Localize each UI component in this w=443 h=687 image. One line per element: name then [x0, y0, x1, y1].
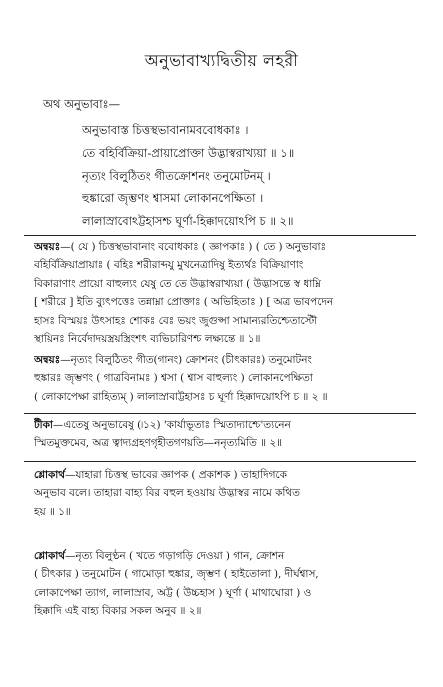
- section-heading: অথ অনুভাবাঃ—: [43, 97, 121, 111]
- anvaya-text: [ শরীরে ] ইতি ব্যুৎপত্তেঃ তন্নাম্না প্রোক্তাঃ ( অভিহিতাঃ ) [ অত্র ভাবপদেন: [34, 296, 334, 309]
- shlokartha-text: —নৃত্য বিলুণ্ঠন ( খতে গড়াগড়ি দেওয়া ) গান, ক্রোশন: [65, 550, 285, 562]
- section-divider: [24, 235, 416, 236]
- anvaya-label: অন্বয়ঃ: [34, 354, 61, 366]
- verse-line: লালাস্রাবোঽট্টহাসশ্চ ঘূর্ণা-হিক্কাদয়োঽপি চ ॥ ২॥: [82, 214, 294, 228]
- anvaya-text: বহির্বিক্রিয়াপ্রায়াঃ ( বহিঃ শরীরাব্দযু মুখনেত্রাদিষু ইত্যর্থঃ বিক্রিয়াণাং: [34, 259, 304, 272]
- shlokartha-text: হয় ॥ ১॥: [34, 505, 71, 518]
- shlokartha-paragraph-2: [34, 547, 414, 621]
- shlokartha-text: অনুভাব বলে। তাহারা বাহ্য বির বহুল হওয়ায় উদ্ভাস্বর নামে কথিত: [34, 487, 300, 500]
- anvaya-paragraph-2: [34, 351, 414, 406]
- tika-label: টীকা: [34, 419, 53, 431]
- tika-text: —এতেষু অনুভাবেষু (৷১২) 'কার্যাভূতাঃ স্মিতাদ্যাশ্চে'ত্যনেন: [52, 419, 291, 431]
- section-divider: [24, 461, 416, 462]
- anvaya-label: অন্বয়ঃ: [34, 241, 61, 253]
- anvaya-text: হাসঃ বিস্ময়ঃ উৎসাহঃ শোকঃ বেঃ ভয়ং জুগুপ্সা সামান্যরতিশ্চেতাস্টৌ: [34, 314, 318, 327]
- anvaya-text: স্থায়িনঃ নির্বেদাদয়স্ত্রয়স্ত্রিংশৎ ব্যভিচারিণশ্চ লক্ষ্যন্তে ॥ ১॥: [34, 333, 261, 346]
- shlokartha-label: শ্লোকার্থ: [34, 469, 66, 481]
- anvaya-text: বিকারাণাং প্রায়ো বাহুল্যং যেষু তে তে উদ্ভাস্বরাখ্যয়া ( উদ্ভাসন্তে স্ব ধাম্নি: [34, 277, 321, 290]
- verse-line: তে বহির্বিক্রিয়া-প্রায়াপ্রোক্তা উদ্ভাস্বরাখ্যয়া ॥ ১॥: [82, 146, 295, 160]
- anvaya-text: —নৃত্যং বিলুঠিতং গীত(গানং) ক্রোশনং (চীৎকারঃ) তনুমোটনং: [60, 354, 312, 366]
- shlokartha-text: ( চীৎকার ) তনুমোটন ( গামোড়া হুঙ্কার, জৃম্ভণ ( হাইতোলা ), দীর্ঘশ্বাস,: [34, 568, 319, 581]
- shlokartha-paragraph-1: [34, 466, 414, 521]
- anvaya-paragraph-1: [34, 238, 414, 348]
- shlokartha-text: লোকাপেক্ষা ত্যাগ, লালাস্রাব, অট্ট ( উচ্চহাস ) ঘূর্ণা ( মাথাঘোরা ) ও: [34, 586, 312, 599]
- shlokartha-text: —যাহারা চিত্তস্থ ভাবের জ্ঞাপক ( প্রকাশক ) তাহাদিগকে: [65, 469, 287, 481]
- shlokartha-text: হিক্কাদি এই বাহ্য বিকার সকল অনুব ॥ ২॥: [34, 605, 202, 618]
- anvaya-text: —( যে ) চিত্তস্থভাবানাং ববোধকাঃ ( জ্ঞাপকাঃ ) ( তে ) অনুভাবাঃ: [60, 241, 327, 253]
- verse-line: অনুভাবাস্ত চিত্তস্থভাবানামববোধকাঃ ।: [82, 123, 249, 137]
- anvaya-text: ( লোকাপেক্ষা রাহিত্যম্ ) লালাস্রাবাট্টহাসঃ চ ঘূর্ণা হিক্কাদয়োঽপি চ ॥ ২ ॥: [34, 390, 328, 403]
- shlokartha-label: শ্লোকার্থ: [34, 550, 66, 562]
- section-divider: [24, 413, 416, 414]
- chapter-title: অনুভাবাখ্যদ্বিতীয় লহরী: [144, 51, 299, 70]
- anvaya-text: হুঙ্কারঃ জৃম্ভণং ( গাত্রবিনামঃ ) শ্বসা ( শ্বাস বাহুল্যং ) লোকানপেক্ষিতা: [34, 372, 313, 385]
- tika-paragraph: [34, 416, 414, 453]
- verse-line: নৃত্যং বিলুঠিতং গীতক্রোশনং তনুমোটনম্ ।: [82, 169, 271, 183]
- verse-line: হুঙ্কারো জৃম্ভণং শ্বাসমা লোকানপেক্ষিতা ।: [82, 191, 264, 205]
- tika-text: স্মিতমুক্তমেব, অত্র ত্বাদ্যগ্রহণগৃহীতগণয়তি—ননৃত্যমিতি ॥ ২॥: [34, 437, 282, 450]
